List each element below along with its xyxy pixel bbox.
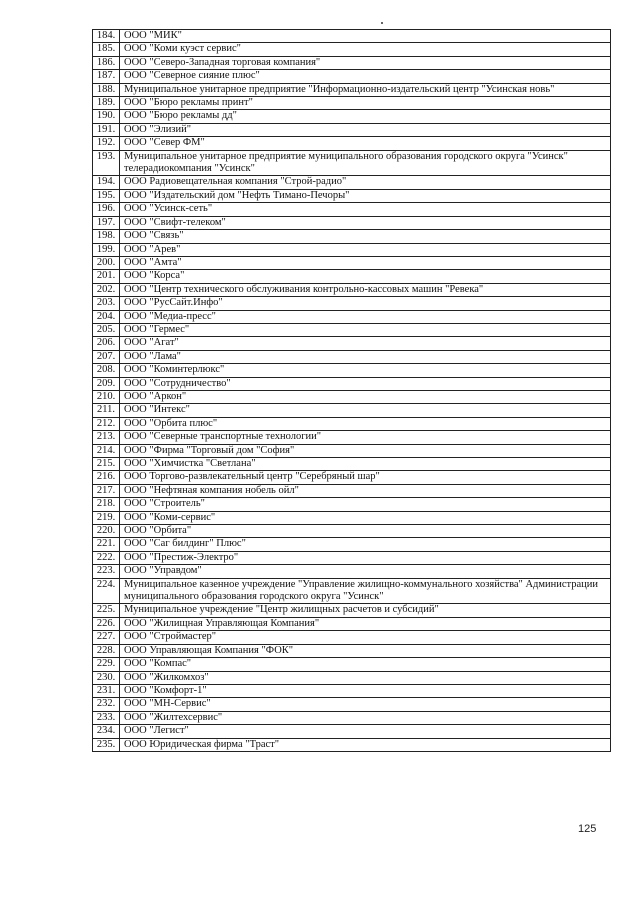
- organization-name: ООО "Лама": [120, 350, 611, 363]
- row-number: 189.: [93, 97, 120, 110]
- row-number: 231.: [93, 684, 120, 697]
- row-number: 216.: [93, 471, 120, 484]
- organizations-table-body: [93, 30, 611, 752]
- row-number: 215.: [93, 458, 120, 471]
- row-number: 209.: [93, 377, 120, 390]
- table-row: [93, 711, 611, 724]
- organization-name: ООО Управляющая Компания "ФОК": [120, 644, 611, 657]
- table-row: [93, 684, 611, 697]
- table-row: [93, 431, 611, 444]
- row-number: 191.: [93, 123, 120, 136]
- table-row: [93, 297, 611, 310]
- organization-name: ООО "Нефтяная компания нобель ойл": [120, 484, 611, 497]
- table-row: [93, 110, 611, 123]
- table-row: [93, 243, 611, 256]
- organization-name: ООО "МН-Сервис": [120, 698, 611, 711]
- table-row: [93, 658, 611, 671]
- row-number: 226.: [93, 617, 120, 630]
- table-row: [93, 458, 611, 471]
- table-row: [93, 390, 611, 403]
- row-number: 193.: [93, 150, 120, 176]
- table-row: [93, 538, 611, 551]
- organization-name: ООО "Гермес": [120, 323, 611, 336]
- row-number: 210.: [93, 390, 120, 403]
- organization-name: Муниципальное унитарное предприятие муниципального образования городского округа "Усинск" телерадиокомпания "Усинск": [120, 150, 611, 176]
- organization-name: ООО "Строймастер": [120, 631, 611, 644]
- organization-name: ООО "Фирма "Торговый дом "София": [120, 444, 611, 457]
- organization-name: ООО "Усинск-сеть": [120, 203, 611, 216]
- organization-name: ООО "Арев": [120, 243, 611, 256]
- row-number: 230.: [93, 671, 120, 684]
- row-number: 187.: [93, 70, 120, 83]
- organization-name: ООО "Химчистка "Светлана": [120, 458, 611, 471]
- organization-name: ООО "Север ФМ": [120, 137, 611, 150]
- table-row: [93, 404, 611, 417]
- organization-name: ООО Юридическая фирма "Траст": [120, 738, 611, 751]
- table-row: [93, 671, 611, 684]
- table-row: [93, 738, 611, 751]
- table-row: [93, 565, 611, 578]
- row-number: 224.: [93, 578, 120, 604]
- organization-name: ООО "Северное сияние плюс": [120, 70, 611, 83]
- table-row: [93, 230, 611, 243]
- organization-name: ООО "Компас": [120, 658, 611, 671]
- table-row: [93, 270, 611, 283]
- table-row: [93, 189, 611, 202]
- row-number: 211.: [93, 404, 120, 417]
- row-number: 222.: [93, 551, 120, 564]
- table-row: [93, 310, 611, 323]
- table-row: [93, 70, 611, 83]
- table-row: [93, 350, 611, 363]
- table-row: [93, 471, 611, 484]
- organization-name: ООО "Орбита плюс": [120, 417, 611, 430]
- row-number: 195.: [93, 189, 120, 202]
- table-row: [93, 644, 611, 657]
- table-row: [93, 377, 611, 390]
- row-number: 233.: [93, 711, 120, 724]
- row-number: 196.: [93, 203, 120, 216]
- organization-name: ООО Радиовещательная компания "Строй-радио": [120, 176, 611, 189]
- table-row: [93, 256, 611, 269]
- organization-name: ООО "Свифт-телеком": [120, 216, 611, 229]
- row-number: 227.: [93, 631, 120, 644]
- table-row: [93, 123, 611, 136]
- row-number: 199.: [93, 243, 120, 256]
- row-number: 202.: [93, 283, 120, 296]
- organization-name: ООО "Бюро рекламы принт": [120, 97, 611, 110]
- organization-name: Муниципальное учреждение "Центр жилищных расчетов и субсидий": [120, 604, 611, 617]
- table-row: [93, 498, 611, 511]
- organization-name: ООО "Управдом": [120, 565, 611, 578]
- row-number: 192.: [93, 137, 120, 150]
- row-number: 234.: [93, 725, 120, 738]
- organization-name: ООО "Престиж-Электро": [120, 551, 611, 564]
- scan-speck: [381, 22, 383, 24]
- table-row: [93, 283, 611, 296]
- table-row: [93, 617, 611, 630]
- organization-name: ООО Торгово-развлекательный центр "Серебряный шар": [120, 471, 611, 484]
- row-number: 235.: [93, 738, 120, 751]
- organization-name: ООО "Элизий": [120, 123, 611, 136]
- organization-name: ООО "Орбита": [120, 525, 611, 538]
- row-number: 218.: [93, 498, 120, 511]
- organization-name: ООО "Коми куэст сервис": [120, 43, 611, 56]
- table-row: [93, 337, 611, 350]
- row-number: 206.: [93, 337, 120, 350]
- organization-name: ООО "Жилкомхоз": [120, 671, 611, 684]
- organization-name: ООО "Комфорт-1": [120, 684, 611, 697]
- row-number: 229.: [93, 658, 120, 671]
- organization-name: ООО "Интекс": [120, 404, 611, 417]
- organization-name: Муниципальное казенное учреждение "Управление жилищно-коммунального хозяйства" Администрации муниципального образования городского округа "Усинск": [120, 578, 611, 604]
- row-number: 186.: [93, 56, 120, 69]
- row-number: 232.: [93, 698, 120, 711]
- table-row: [93, 698, 611, 711]
- table-row: [93, 604, 611, 617]
- table-row: [93, 631, 611, 644]
- table-row: [93, 417, 611, 430]
- row-number: 213.: [93, 431, 120, 444]
- table-row: [93, 551, 611, 564]
- organization-name: ООО "Жилищная Управляющая Компания": [120, 617, 611, 630]
- row-number: 207.: [93, 350, 120, 363]
- row-number: 223.: [93, 565, 120, 578]
- row-number: 198.: [93, 230, 120, 243]
- row-number: 184.: [93, 30, 120, 43]
- table-row: [93, 444, 611, 457]
- organization-name: ООО "Корса": [120, 270, 611, 283]
- row-number: 208.: [93, 364, 120, 377]
- organization-name: ООО "Саг билдинг" Плюс": [120, 538, 611, 551]
- row-number: 225.: [93, 604, 120, 617]
- table-row: [93, 176, 611, 189]
- organization-name: ООО "Коми-сервис": [120, 511, 611, 524]
- row-number: 197.: [93, 216, 120, 229]
- table-row: [93, 578, 611, 604]
- organization-name: ООО "Связь": [120, 230, 611, 243]
- table-row: [93, 137, 611, 150]
- row-number: 190.: [93, 110, 120, 123]
- organization-name: ООО "РусСайт.Инфо": [120, 297, 611, 310]
- row-number: 220.: [93, 525, 120, 538]
- organization-name: ООО "Центр технического обслуживания контрольно-кассовых машин "Ревека": [120, 283, 611, 296]
- table-row: [93, 511, 611, 524]
- row-number: 214.: [93, 444, 120, 457]
- organization-name: ООО "Аркон": [120, 390, 611, 403]
- row-number: 219.: [93, 511, 120, 524]
- table-row: [93, 83, 611, 96]
- organization-name: ООО "Легист": [120, 725, 611, 738]
- table-row: [93, 323, 611, 336]
- organizations-table: [92, 29, 611, 752]
- row-number: 188.: [93, 83, 120, 96]
- row-number: 200.: [93, 256, 120, 269]
- table-row: [93, 364, 611, 377]
- row-number: 217.: [93, 484, 120, 497]
- table-row: [93, 30, 611, 43]
- organization-name: ООО "Издательский дом "Нефть Тимано-Печоры": [120, 189, 611, 202]
- row-number: 205.: [93, 323, 120, 336]
- organization-name: Муниципальное унитарное предприятие "Информационно-издательский центр "Усинская новь": [120, 83, 611, 96]
- table-row: [93, 484, 611, 497]
- table-row: [93, 43, 611, 56]
- table-row: [93, 203, 611, 216]
- organization-name: ООО "Бюро рекламы дд": [120, 110, 611, 123]
- organization-name: ООО "МИК": [120, 30, 611, 43]
- row-number: 185.: [93, 43, 120, 56]
- table-row: [93, 150, 611, 176]
- row-number: 228.: [93, 644, 120, 657]
- organization-name: ООО "Северные транспортные технологии": [120, 431, 611, 444]
- row-number: 204.: [93, 310, 120, 323]
- organization-name: ООО "Строитель": [120, 498, 611, 511]
- page-number: 125: [578, 823, 597, 835]
- table-row: [93, 725, 611, 738]
- organization-name: ООО "Агат": [120, 337, 611, 350]
- row-number: 221.: [93, 538, 120, 551]
- table-row: [93, 56, 611, 69]
- organization-name: ООО "Жилтехсервис": [120, 711, 611, 724]
- row-number: 212.: [93, 417, 120, 430]
- organization-name: ООО "Амта": [120, 256, 611, 269]
- organization-name: ООО "Медиа-пресс": [120, 310, 611, 323]
- organization-name: ООО "Коминтерлюкс": [120, 364, 611, 377]
- organization-name: ООО "Сотрудничество": [120, 377, 611, 390]
- table-row: [93, 97, 611, 110]
- table-row: [93, 525, 611, 538]
- row-number: 201.: [93, 270, 120, 283]
- row-number: 203.: [93, 297, 120, 310]
- row-number: 194.: [93, 176, 120, 189]
- organization-name: ООО "Северо-Западная торговая компания": [120, 56, 611, 69]
- table-row: [93, 216, 611, 229]
